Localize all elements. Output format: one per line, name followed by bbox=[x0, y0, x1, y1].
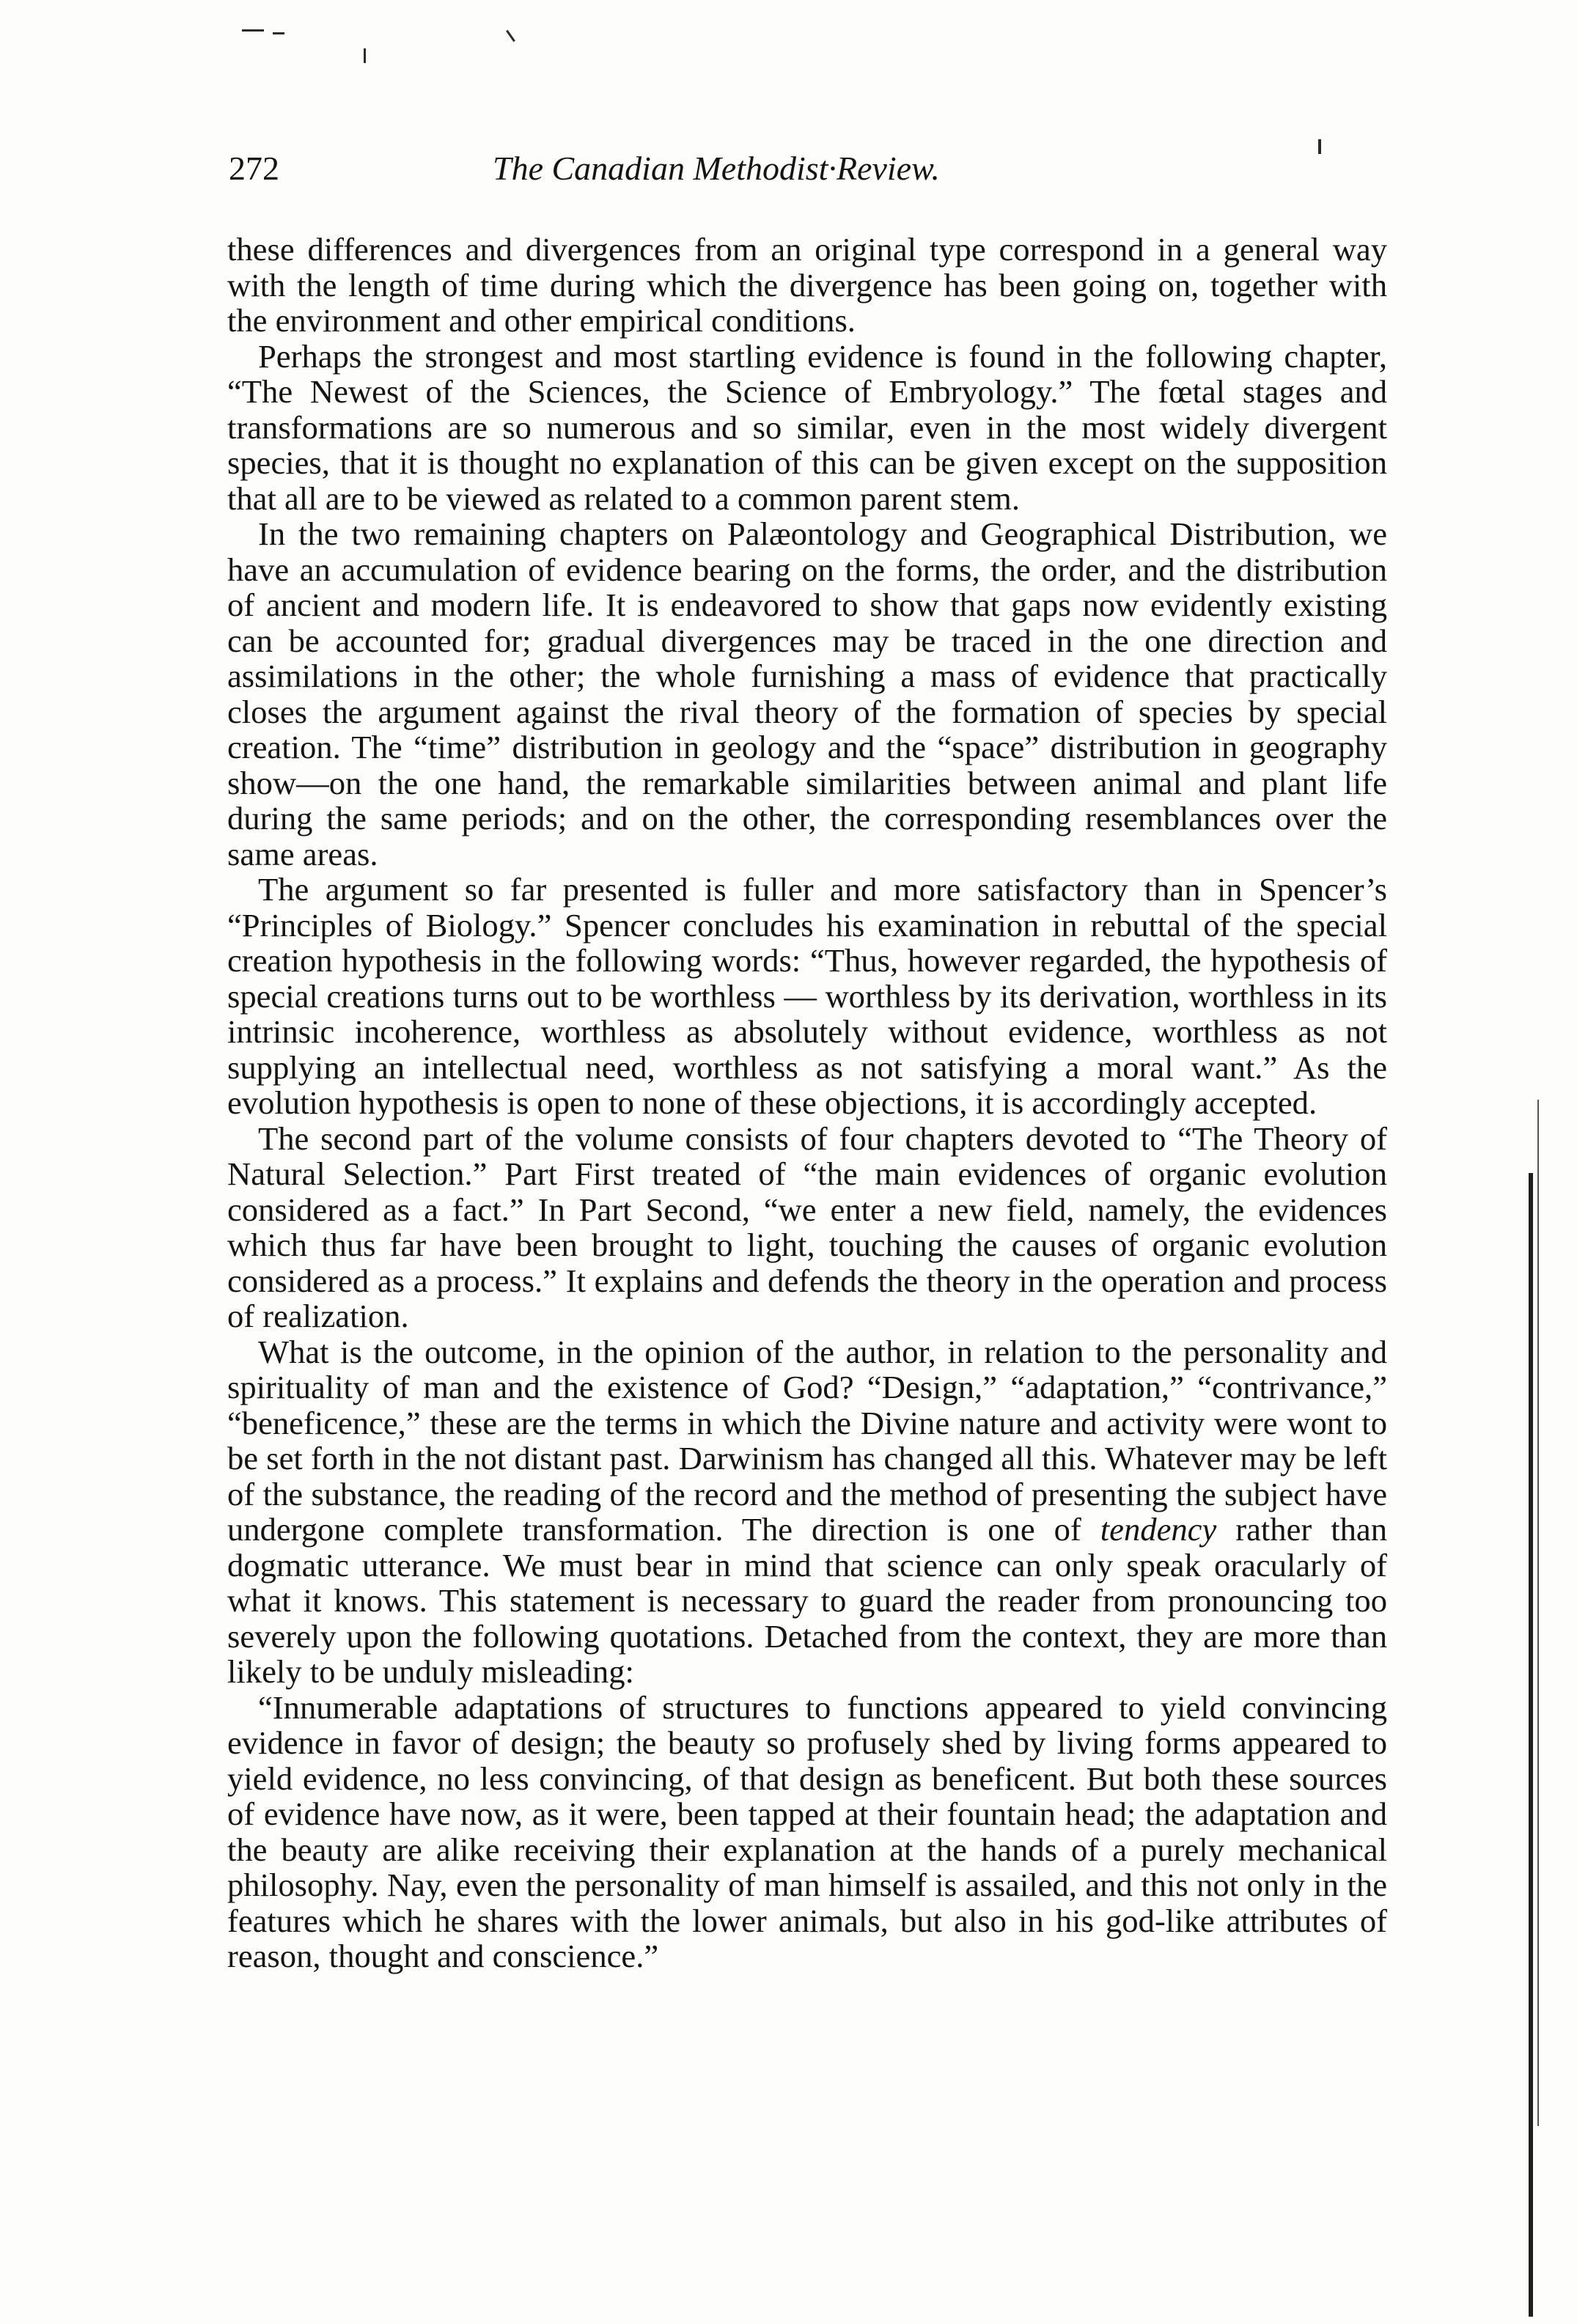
scan-speck bbox=[506, 30, 515, 42]
paragraph-text: rather than dogmatic utterance. We must bear in mind that science can only speak oracularly of what it knows. This statement is necessary to guard the reader from pronouncing too severely upon the following quotations. Detached from the context, they are more than likely to be unduly misleading: bbox=[227, 1511, 1387, 1690]
paragraph: Perhaps the strongest and most startling evidence is found in the following chapter, “The Newest of the Sciences, the Science of Embryology.” The fœtal stages and transformations are so numerous and so similar, even in the most widely divergent species, that it is thought no explanation of this can be given except on the supposition that all are to be viewed as related to a common parent stem. bbox=[227, 337, 1387, 517]
paragraph-text: What is the outcome, in the opinion of the author, in relation to the personality and spirituality of man and the existence of God? “Design,” “adaptation,” “contrivance,” “beneficence,” these are the terms in which the Divine nature and activity were wont to be set forth in the not distant past. Darwinism has changed all this. Whatever may be left of the substance, the reading of the record and the method of presenting the subject have undergone complete transformation. The direction is one of bbox=[227, 1333, 1387, 1548]
scan-edge-line bbox=[1537, 1100, 1539, 2126]
page-header bbox=[229, 147, 1386, 205]
paragraph: The second part of the volume consists of four chapters devoted to “The Theory of Natural Selection.” Part First treated of “the main evidences of organic evolution considered as a fact.” In Part Second, “we enter a new field, namely, the evidences which thus far have been brought to light, touching the causes of organic evolution considered as a process.” It explains and defends the theory in the operation and process of realization. bbox=[227, 1119, 1387, 1334]
running-head: The Canadian Methodist·Review. bbox=[493, 150, 940, 187]
paragraph: The argument so far presented is fuller and more satisfactory than in Spencer’s “Principles of Biology.” Spencer concludes his examination in rebuttal of the special creation hypothesis in the following words: “Thus, however regarded, the hypothesis of special creations turns out to be worthless — worthless by its derivation, worthless in its intrinsic incoherence, worthless as absolutely without evidence, worthless as not supplying an intellectual need, worthless as not satisfying a moral want.” As the evolution hypothesis is open to none of these objections, it is accordingly accepted. bbox=[227, 871, 1387, 1121]
paragraph bbox=[227, 1334, 1387, 1690]
emphasis: tendency bbox=[1100, 1511, 1217, 1548]
paragraph: these differences and divergences from an original type correspond in a general way with the length of time during which the divergence has been going on, together with the environment and other empirical conditions. bbox=[227, 231, 1387, 339]
page-number: 272 bbox=[229, 150, 279, 187]
paragraph: In the two remaining chapters on Palæontology and Geographical Distribution, we have an accumulation of evidence bearing on the forms, the order, and the distribution of ancient and modern life. It is endeavored to show that gaps now evidently existing can be accounted for; gradual divergences may be traced in the one direction and assimilations in the other; the whole furnishing a mass of evidence that practically closes the argument against the rival theory of the formation of species by special creation. The “time” distribution in geology and the “space” distribution in geography show—on the one hand, the remarkable similarities between animal and plant life during the same periods; and on the other, the corresponding resemblances over the same areas. bbox=[227, 515, 1387, 872]
block-quote: “Innumerable adaptations of structures to functions appeared to yield convincing evidence in favor of design; the beauty so profusely shed by living forms appeared to yield evidence, no less convincing, of that design as beneficent. But both these sources of evidence have now, as it were, been tapped at their fountain head; the adaptation and the beauty are alike receiving their explanation at the hands of a purely mechanical philosophy. Nay, even the personality of man himself is assailed, and this not only in the features which he shares with the lower animals, but also in his god-like attributes of reason, thought and conscience.” bbox=[227, 1688, 1387, 1974]
scan-speck bbox=[242, 29, 264, 32]
scan-speck bbox=[364, 48, 366, 63]
scan-speck bbox=[273, 32, 284, 34]
scan-edge-line bbox=[1529, 1173, 1533, 2317]
article-body bbox=[227, 232, 1387, 1974]
